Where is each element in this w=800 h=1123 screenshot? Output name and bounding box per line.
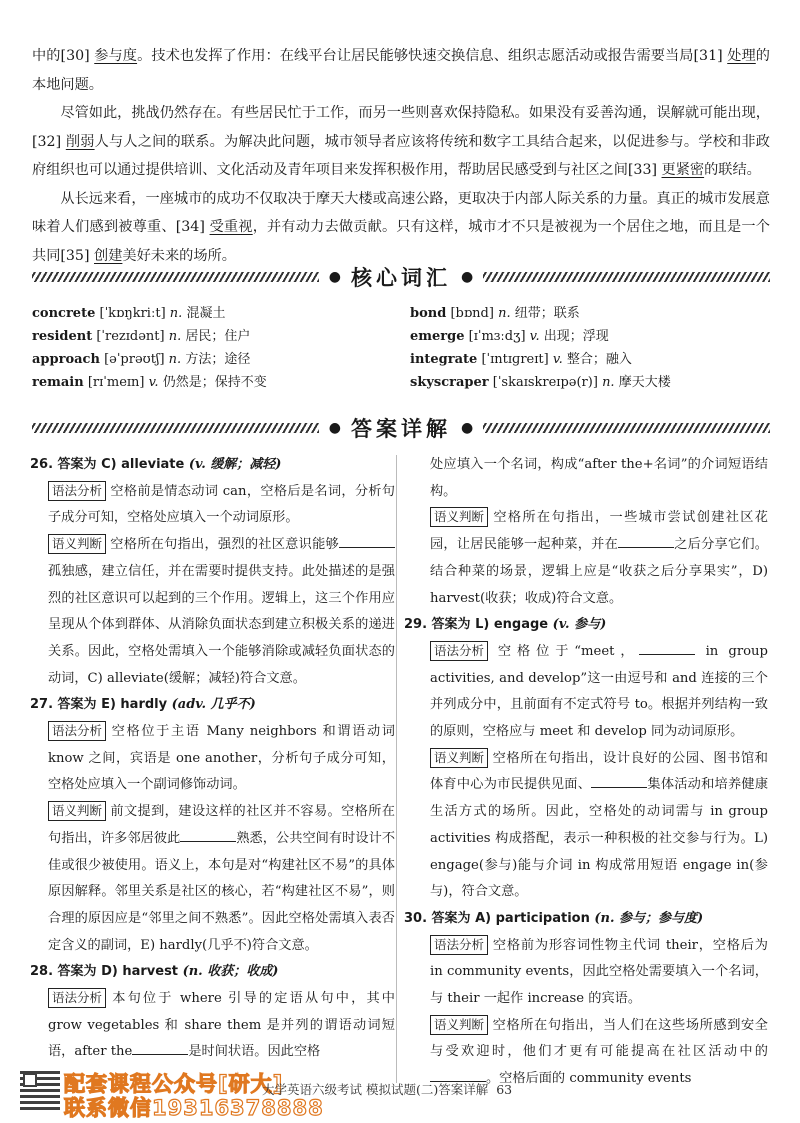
answer-28-grammar-continued: 处应填入一个名词，构成“after the+名词”的介词短语结构。 [430, 457, 768, 499]
answer-28-heading: 28. 答案为 D) harvest (n. 收获；收成) [30, 964, 279, 980]
blank-line [591, 775, 647, 788]
answer-35-underline: 创建 [94, 247, 123, 264]
vocab-item: emerge [ɪˈmɜːdʒ] v. 出现；浮现 [410, 329, 609, 344]
paragraph-1: 中的[30] 参与度。技术也发挥了作用：在线平台让居民能够快速交换信息、组织志愿活动或报告需要当局[31] 处理的本地问题。 [32, 48, 770, 93]
answer-30-underline: 参与度 [94, 48, 138, 64]
answer-29-heading: 29. 答案为 L) engage (v. 参与) [404, 617, 607, 633]
page-footer [0, 1066, 800, 1123]
meaning-judgment-tag: 语义判断 [48, 534, 106, 554]
vocab-section-title: 核心词汇 [351, 266, 451, 290]
grammar-analysis-tag: 语法分析 [430, 935, 488, 955]
answer-26-heading: 26. 答案为 C) alleviate (v. 缓解；减轻) [30, 457, 282, 472]
decorative-rule [32, 272, 319, 282]
answer-33-underline: 更紧密 [661, 162, 705, 178]
answer-28-meaning: 语义判断 空格所在句指出，一些城市尝试创建社区花园，让居民能够一起种菜，并在 之后分享它们。结合种菜的场景，逻辑上应是“收获之后分享果实”，D) harvest(收获；收成)符合文意。 [430, 509, 768, 606]
answer-30-meaning: 语义判断 空格所在句指出，当人们在这些场所感到安全与受欢迎时，他们才更有可能提高在社区活动中的。空格后面的 community events [430, 1016, 768, 1087]
answer-26-meaning: 语义判断 空格所在句指出，强烈的社区意识能够孤独感，建立信任，并在需要时提供支持。此处描述的是强烈的社区意识可以起到的三个作用。逻辑上，这三个作用应呈现从个体到群体、从消除负面状态到建立积极关系的递进关系。因此，空格处需填入一个能够消除或减轻负面状态的动词，C) alleviate(缓解；减轻)符合文意。 [48, 536, 395, 686]
grammar-analysis-tag: 语法分析 [48, 988, 106, 1008]
column-divider [396, 455, 397, 1083]
bullet-icon: ● [461, 420, 474, 436]
page-footer-label: 大学英语六级考试 模拟试题(二)答案详解 63 [262, 1082, 513, 1097]
vocab-item: resident [ˈrezɪdənt] n. 居民；住户 [32, 329, 251, 344]
answer-34-underline: 受重视 [209, 219, 253, 235]
answer-31-underline: 处理 [727, 48, 756, 64]
answer-27-grammar: 语法分析 空格位于主语 Many neighbors 和谓语动词 know 之间，宾语是 one another，分析句子成分可知，空格处应填入一个副词修饰动词。 [48, 723, 395, 793]
vocab-item: bond [bɒnd] n. 纽带；联系 [410, 306, 580, 321]
answer-28-grammar: 语法分析 本句位于 where 引导的定语从句中，其中 grow vegetables 和 share them 是并列的谓语动词短语，after the 是时间状语。因此空格 [48, 990, 395, 1060]
meaning-judgment-tag: 语义判断 [430, 748, 488, 768]
meaning-judgment-tag: 语义判断 [430, 507, 488, 527]
watermark-line-2: 联系微信19316378888 [64, 1096, 324, 1120]
grammar-analysis-tag: 语法分析 [48, 481, 106, 501]
answer-32-underline: 削弱 [65, 133, 95, 150]
blank-line [639, 642, 695, 655]
grammar-analysis-tag: 语法分析 [430, 641, 488, 661]
meaning-judgment-tag: 语义判断 [48, 801, 106, 821]
meaning-judgment-tag: 语义判断 [430, 1015, 488, 1035]
answer-30-heading: 30. 答案为 A) participation (n. 参与；参与度) [404, 910, 704, 926]
blank-line [180, 829, 236, 842]
vocab-item: concrete [ˈkɒŋkriːt] n. 混凝土 [32, 306, 226, 321]
answers-column-right [404, 452, 768, 1093]
watermark-line-1: 配套课程公众号[研大] [64, 1072, 284, 1096]
vocab-item: integrate [ˈɪntɪɡreɪt] v. 整合；融入 [410, 352, 632, 367]
vocab-item: remain [rɪˈmeɪn] v. 仍然是；保持不变 [32, 375, 267, 390]
blank-line [339, 535, 395, 548]
answers-section-title: 答案详解 [351, 417, 451, 441]
bullet-icon: ● [461, 269, 474, 285]
decorative-rule [32, 423, 319, 433]
answers-column-left [30, 452, 395, 1066]
decorative-rule [483, 423, 770, 433]
bullet-icon: ● [328, 420, 341, 436]
bullet-icon: ● [328, 269, 341, 285]
vocab-section-header [32, 262, 770, 292]
paragraph-2: 尽管如此，挑战仍然存在。有些居民忙于工作，而另一些则喜欢保持隐私。如果没有妥善沟通，误解就可能出现，[32] 削弱人与人之间的联系。为解决此问题，城市领导者应该将传统和数字工具结合起来，以促进参与。学校和非政府组织也可以通过提供培训、文化活动及青年项目来发挥积极作用，帮助居民感受到与社区之间[33] 更紧密的联结。 [32, 105, 770, 178]
page-number: 63 [496, 1082, 513, 1097]
vocab-column-left [32, 302, 402, 394]
answer-27-meaning: 语义判断 前文提到，建设这样的社区并不容易。空格所在句指出，许多邻居彼此 熟悉，公共空间有时设计不佳或很少被使用。语义上，本句是对“构建社区不易”的具体原因解释。邻里关系是社区的核心，若“构建社区不易”，则合理的原因应是“邻里之间不熟悉”。因此空格处需填入表否定含义的副词，E) hardly(几乎不)符合文意。 [48, 803, 396, 953]
decorative-rule [483, 272, 770, 282]
answer-29-grammar: 语法分析 空格位于“meet， in group activities, and develop”这一由逗号和 and 连接的三个并列成分中，且前面有不定式符号 to。根据并列结构一致的原则，空格应与 meet 和 develop 同为动词原形。 [430, 642, 768, 740]
answers-section-header [32, 413, 770, 443]
answer-26-grammar: 语法分析 空格前是情态动词 can，空格后是名词，分析句子成分可知，空格处应填入一个动词原形。 [48, 482, 395, 526]
paragraph-3: 从长远来看，一座城市的成功不仅取决于摩天大楼或高速公路，更取决于内部人际关系的力量。真正的城市发展意味着人们感到被尊重、[34] 受重视，并有动力去做贡献。只有这样，城市才不只是被视为一个居住之地，而且是一个共同[35] 创建美好未来的场所。 [32, 190, 770, 264]
blank-line [618, 535, 674, 548]
qr-code-icon[interactable] [20, 1070, 60, 1110]
passage-translation [32, 42, 770, 270]
grammar-analysis-tag: 语法分析 [48, 721, 106, 741]
answer-30-grammar: 语法分析 空格前为形容词性物主代词 their，空格后为 in community events，因此空格处需要填入一个名词，与 their 一起作 increase 的宾语。 [430, 936, 768, 1007]
vocab-column-right [410, 302, 780, 394]
answer-27-heading: 27. 答案为 E) hardly (adv. 几乎不) [30, 697, 256, 713]
blank-line [132, 1042, 188, 1055]
vocab-item: skyscraper [ˈskaɪskreɪpə(r)] n. 摩天大楼 [410, 375, 671, 390]
vocab-item: approach [əˈprəʊtʃ] n. 方法；途径 [32, 352, 251, 367]
answer-29-meaning: 语义判断 空格所在句指出，设计良好的公园、图书馆和体育中心为市民提供见面、 集体活动和培养健康生活方式的场所。因此，空格处的动词需与 in group activities 构成搭配，表示一种积极的社交参与行为。L) engage(参与)能与介词 in 构成常用短语 engage in(参与)，符合文意。 [430, 749, 769, 900]
